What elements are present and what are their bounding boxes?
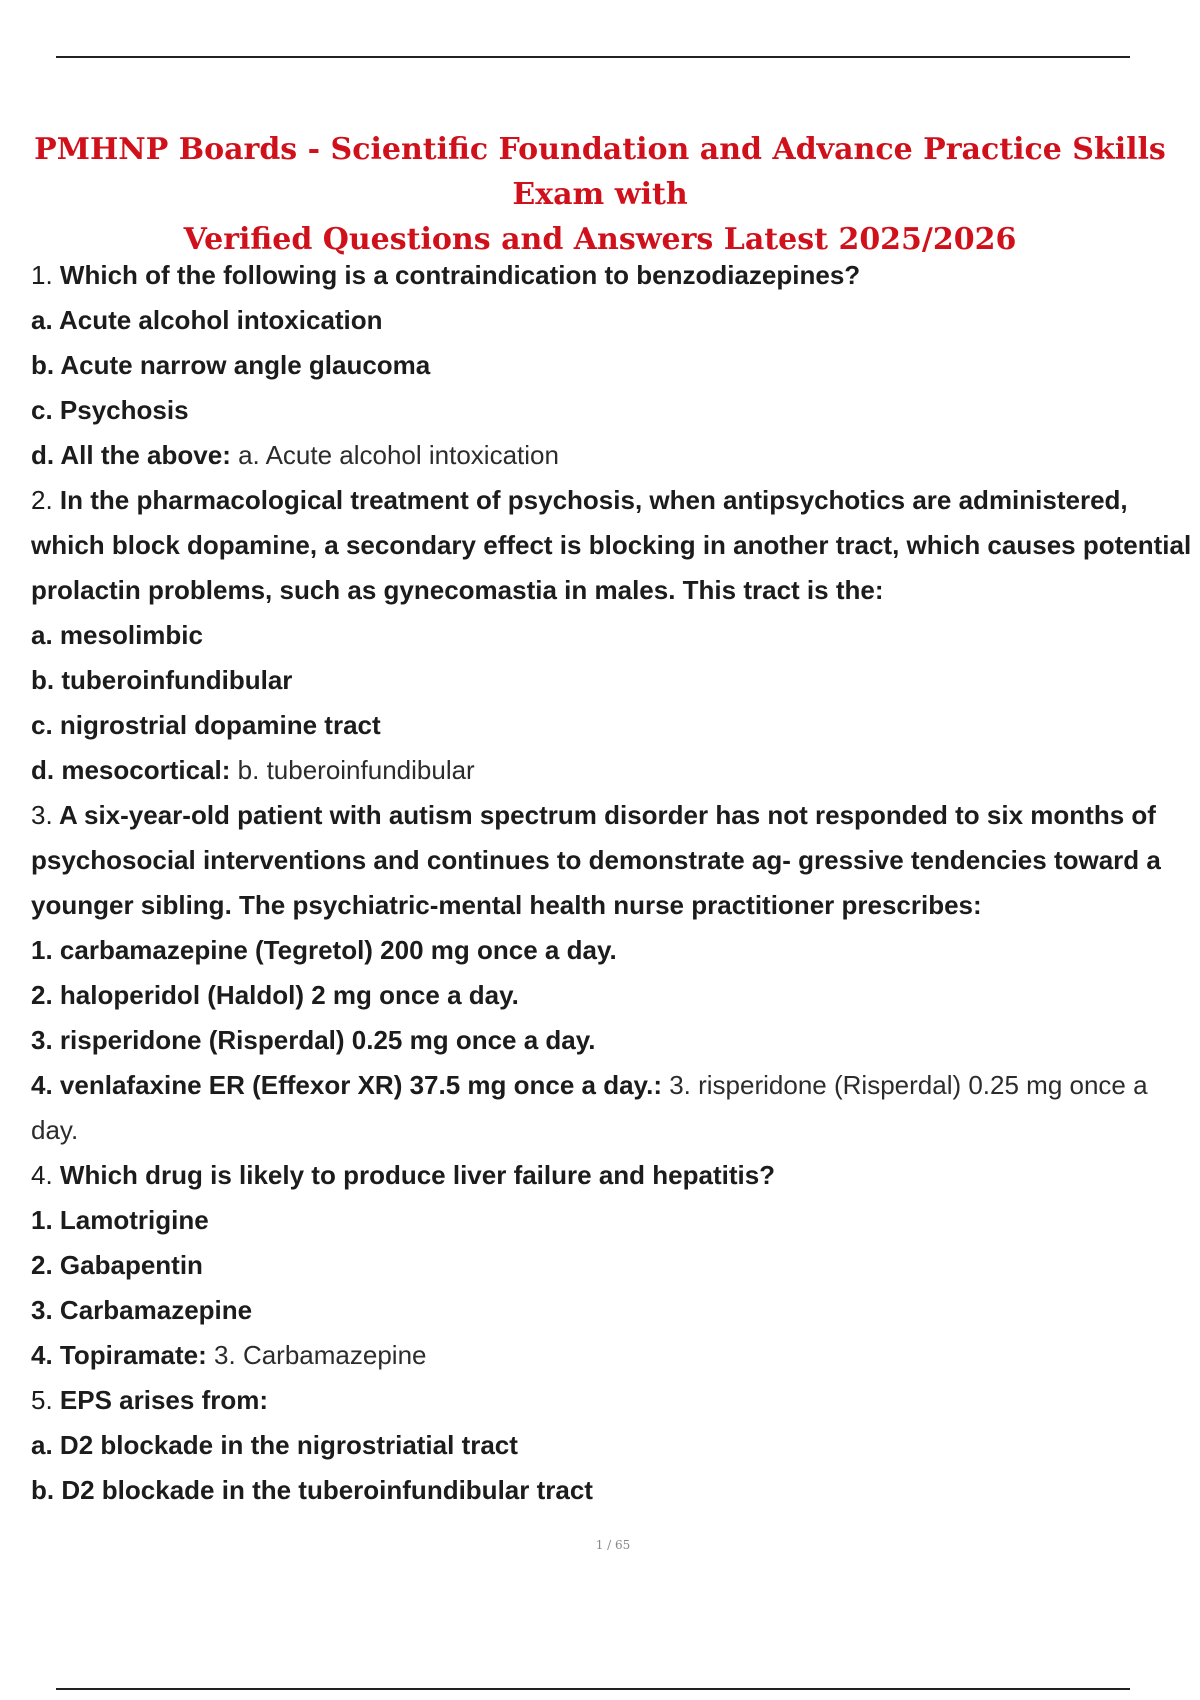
question-1-option-b: b. Acute narrow angle glaucoma [31, 350, 431, 380]
question-5-option-b: b. D2 blockade in the tuberoinfundibular tract [31, 1475, 593, 1505]
question-1-option-c: c. Psychosis [31, 395, 189, 425]
question-3-option-1: 1. carbamazepine (Tegretol) 200 mg once a day. [31, 935, 617, 965]
question-4-option-1: 1. Lamotrigine [31, 1205, 209, 1235]
bottom-rule [56, 1688, 1130, 1690]
question-3-option-2: 2. haloperidol (Haldol) 2 mg once a day. [31, 980, 519, 1010]
question-4-answer: 3. Carbamazepine [214, 1340, 427, 1370]
question-3-option-4: 4. venlafaxine ER (Effexor XR) 37.5 mg once a day.: 3. risperidone (Risperdal) 0.25 mg once a day. [31, 1070, 1148, 1145]
question-1-answer: a. Acute alcohol intoxication [238, 440, 559, 470]
question-4-option-3: 3. Carbamazepine [31, 1295, 253, 1325]
question-1-option-d: d. All the above: a. Acute alcohol intoxication [31, 440, 559, 470]
question-4-option-4: 4. Topiramate: 3. Carbamazepine [31, 1340, 427, 1370]
question-3-option-3: 3. risperidone (Risperdal) 0.25 mg once a day. [31, 1025, 596, 1055]
question-2-option-a: a. mesolimbic [31, 620, 203, 650]
question-2-option-b: b. tuberoinfundibular [31, 665, 293, 695]
question-2-answer: b. tuberoinfundibular [237, 755, 475, 785]
question-3-stem: 3. A six-year-old patient with autism spectrum disorder has not responded to six months of psychosocial interventions and continues to demonstrate ag- gressive tendencies toward a younger sibling. The psychiatric-mental health nurse practitioner prescribes: [31, 800, 1161, 920]
question-5-option-a: a. D2 blockade in the nigrostriatial tract [31, 1430, 518, 1460]
question-1-stem: 1. Which of the following is a contraindication to benzodiazepines? [31, 260, 861, 290]
question-2-stem: 2. In the pharmacological treatment of psychosis, when antipsychotics are administered, which block dopamine, a secondary effect is blocking in another tract, which causes potential prolactin problems, such as gynecomastia in males. This tract is the: [31, 485, 1192, 605]
question-2-option-c: c. nigrostrial dopamine tract [31, 710, 381, 740]
document-title [20, 127, 1180, 262]
question-1-option-a: a. Acute alcohol intoxication [31, 305, 383, 335]
question-4-stem: 4. Which drug is likely to produce liver failure and hepatitis? [31, 1160, 776, 1190]
question-3-answer: 3. risperidone (Risperdal) 0.25 mg once a day. [31, 1070, 1148, 1145]
top-rule [56, 56, 1130, 58]
page-number: 1 / 65 [595, 1538, 631, 1552]
title-line-2: Verified Questions and Answers Latest 2025/2026 [183, 222, 1017, 257]
question-2-option-d: d. mesocortical: b. tuberoinfundibular [31, 755, 475, 785]
question-list [31, 253, 1196, 1513]
question-4-option-2: 2. Gabapentin [31, 1250, 203, 1280]
title-line-1: PMHNP Boards - Scientific Foundation and Advance Practice Skills Exam with [34, 132, 1166, 212]
question-5-stem: 5. EPS arises from: [31, 1385, 269, 1415]
